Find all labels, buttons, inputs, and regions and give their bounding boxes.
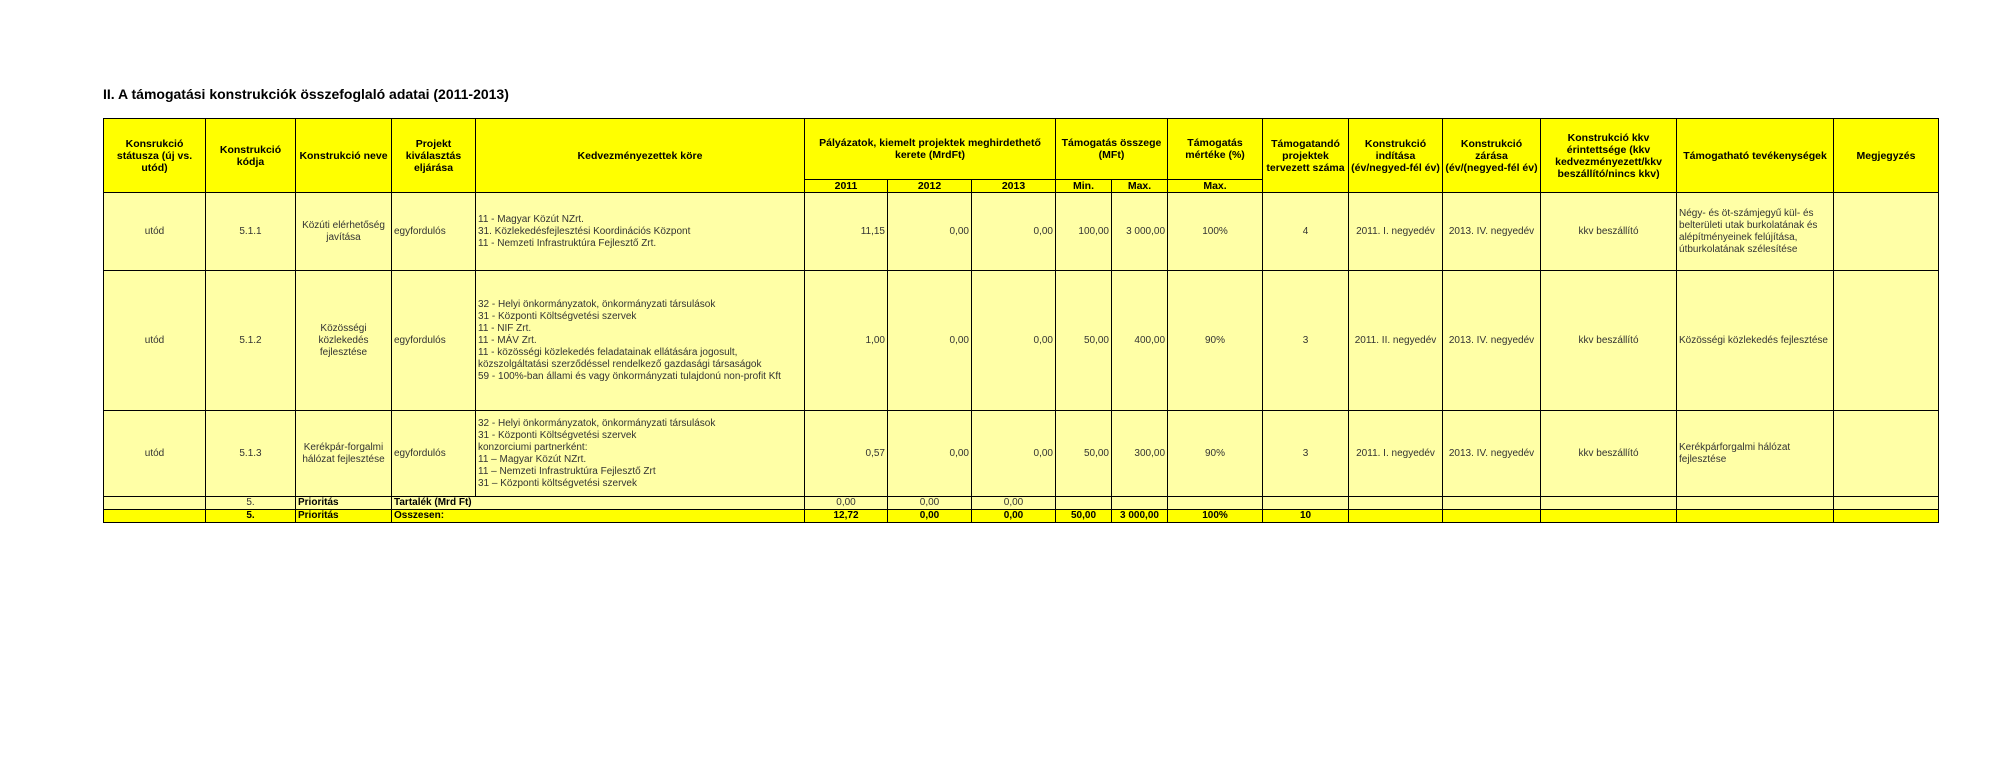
total-max: 3 000,00: [1112, 510, 1168, 523]
total-min: 50,00: [1056, 510, 1112, 523]
cell-code: 5.1.3: [206, 411, 296, 497]
reserve-label: Tartalék (Mrd Ft): [392, 497, 805, 510]
header-rate: Támogatás mértéke (%): [1168, 119, 1263, 180]
cell-projects: 3: [1263, 271, 1349, 411]
table-row: [104, 271, 1939, 411]
cell-sme: kkv beszállító: [1541, 271, 1677, 411]
cell-selection: egyfordulós: [392, 271, 476, 411]
total-row: [104, 510, 1939, 523]
cell-sme: kkv beszállító: [1541, 193, 1677, 271]
header-activities: Támogatható tevékenységek: [1677, 119, 1834, 193]
cell-activities: Négy- és öt-számjegyű kül- és belterületi utak burkolatának és alépítményeinek felújítása, útburkolatának szélesítése: [1677, 193, 1834, 271]
reserve-2011: 0,00: [805, 497, 888, 510]
cell-empty: [1541, 510, 1677, 523]
cell-selection: egyfordulós: [392, 193, 476, 271]
cell-empty: [1056, 497, 1112, 510]
cell-2013: 0,00: [972, 193, 1056, 271]
cell-rate: 100%: [1168, 193, 1263, 271]
cell-end: 2013. IV. negyedév: [1443, 271, 1541, 411]
header-start: Konstrukció indítása (év/negyed-fél év): [1349, 119, 1443, 193]
header-sme: Konstrukció kkv érintettsége (kkv kedvezményezett/kkv beszállító/nincs kkv): [1541, 119, 1677, 193]
table-row: [104, 411, 1939, 497]
header-projects: Támogatandó projektek tervezett száma: [1263, 119, 1349, 193]
cell-max: 400,00: [1112, 271, 1168, 411]
cell-empty: [1349, 497, 1443, 510]
cell-projects: 4: [1263, 193, 1349, 271]
cell-sme: kkv beszállító: [1541, 411, 1677, 497]
header-rate-max: Max.: [1168, 180, 1263, 193]
cell-empty: [1443, 497, 1541, 510]
header-max: Max.: [1112, 180, 1168, 193]
cell-2011: 1,00: [805, 271, 888, 411]
cell-empty: [1443, 510, 1541, 523]
cell-2012: 0,00: [888, 271, 972, 411]
header-beneficiaries: Kedvezményezettek köre: [476, 119, 805, 193]
cell-status: utód: [104, 193, 206, 271]
header-year-2012: 2012: [888, 180, 972, 193]
reserve-2012: 0,00: [888, 497, 972, 510]
cell-empty: [1677, 497, 1834, 510]
cell-2011: 11,15: [805, 193, 888, 271]
cell-empty: [1349, 510, 1443, 523]
reserve-name: Prioritás: [296, 497, 392, 510]
header-min: Min.: [1056, 180, 1112, 193]
cell-name: Közösségi közlekedés fejlesztése: [296, 271, 392, 411]
header-status: Konsrukció státusza (új vs. utód): [104, 119, 206, 193]
header-year-2011: 2011: [805, 180, 888, 193]
total-code: 5.: [206, 510, 296, 523]
cell-empty: [1168, 497, 1263, 510]
cell-min: 100,00: [1056, 193, 1112, 271]
header-frame: Pályázatok, kiemelt projektek meghirdethető kerete (MrdFt): [805, 119, 1056, 180]
cell-min: 50,00: [1056, 271, 1112, 411]
cell-activities: Kerékpárforgalmi hálózat fejlesztése: [1677, 411, 1834, 497]
cell-notes: [1834, 271, 1939, 411]
cell-start: 2011. II. negyedév: [1349, 271, 1443, 411]
cell-empty: [1677, 510, 1834, 523]
cell-code: 5.1.2: [206, 271, 296, 411]
header-row: [104, 119, 1939, 180]
header-year-2013: 2013: [972, 180, 1056, 193]
total-name: Prioritás: [296, 510, 392, 523]
cell-name: Közúti elérhetőség javítása: [296, 193, 392, 271]
cell-2011: 0,57: [805, 411, 888, 497]
cell-activities: Közösségi közlekedés fejlesztése: [1677, 271, 1834, 411]
total-projects: 10: [1263, 510, 1349, 523]
cell-max: 300,00: [1112, 411, 1168, 497]
total-rate: 100%: [1168, 510, 1263, 523]
cell-empty: [104, 510, 206, 523]
cell-start: 2011. I. negyedév: [1349, 411, 1443, 497]
cell-empty: [104, 497, 206, 510]
reserve-2013: 0,00: [972, 497, 1056, 510]
header-code: Konstrukció kódja: [206, 119, 296, 193]
cell-2013: 0,00: [972, 271, 1056, 411]
cell-start: 2011. I. negyedév: [1349, 193, 1443, 271]
page-title: II. A támogatási konstrukciók összefoglaló adatai (2011-2013): [103, 86, 509, 102]
cell-2012: 0,00: [888, 411, 972, 497]
cell-notes: [1834, 411, 1939, 497]
reserve-code: 5.: [206, 497, 296, 510]
cell-status: utód: [104, 411, 206, 497]
cell-beneficiaries: 32 - Helyi önkormányzatok, önkormányzati társulások 31 - Központi Költségvetési szervek konzorciumi partnerként: 11 – Magyar Közút NZrt. 11 – Nemzeti Infrastruktúra Fejlesztő Zrt 31 – Központi költségvetési szervek: [476, 411, 805, 497]
cell-name: Kerékpár-forgalmi hálózat fejlesztése: [296, 411, 392, 497]
cell-empty: [1834, 497, 1939, 510]
cell-rate: 90%: [1168, 411, 1263, 497]
cell-min: 50,00: [1056, 411, 1112, 497]
reserve-row: [104, 497, 1939, 510]
cell-projects: 3: [1263, 411, 1349, 497]
header-end: Konstrukció zárása (év/(negyed-fél év): [1443, 119, 1541, 193]
cell-end: 2013. IV. negyedév: [1443, 411, 1541, 497]
cell-beneficiaries: 11 - Magyar Közút NZrt. 31. Közlekedésfejlesztési Koordinációs Központ 11 - Nemzeti Infrastruktúra Fejlesztő Zrt.: [476, 193, 805, 271]
header-notes: Megjegyzés: [1834, 119, 1939, 193]
cell-beneficiaries: 32 - Helyi önkormányzatok, önkormányzati társulások 31 - Központi Költségvetési szervek 11 - NIF Zrt. 11 - MÁV Zrt. 11 - közösségi közlekedés feladatainak ellátására jogosult, közszolgáltatási szerződéssel rendelkező gazdasági társaságok 59 - 100%-ban állami és vagy önkormányzati tulajdonú non-profit Kft: [476, 271, 805, 411]
total-2011: 12,72: [805, 510, 888, 523]
cell-2013: 0,00: [972, 411, 1056, 497]
header-selection: Projekt kiválasztás eljárása: [392, 119, 476, 193]
cell-code: 5.1.1: [206, 193, 296, 271]
constructions-table: [103, 118, 1939, 523]
cell-status: utód: [104, 271, 206, 411]
cell-2012: 0,00: [888, 193, 972, 271]
cell-selection: egyfordulós: [392, 411, 476, 497]
cell-empty: [1834, 510, 1939, 523]
cell-rate: 90%: [1168, 271, 1263, 411]
total-2013: 0,00: [972, 510, 1056, 523]
cell-empty: [1112, 497, 1168, 510]
total-label: Összesen:: [392, 510, 805, 523]
header-amount: Támogatás összege (MFt): [1056, 119, 1168, 180]
header-name: Konstrukció neve: [296, 119, 392, 193]
table-row: [104, 193, 1939, 271]
cell-empty: [1541, 497, 1677, 510]
cell-end: 2013. IV. negyedév: [1443, 193, 1541, 271]
total-2012: 0,00: [888, 510, 972, 523]
cell-max: 3 000,00: [1112, 193, 1168, 271]
cell-empty: [1263, 497, 1349, 510]
cell-notes: [1834, 193, 1939, 271]
